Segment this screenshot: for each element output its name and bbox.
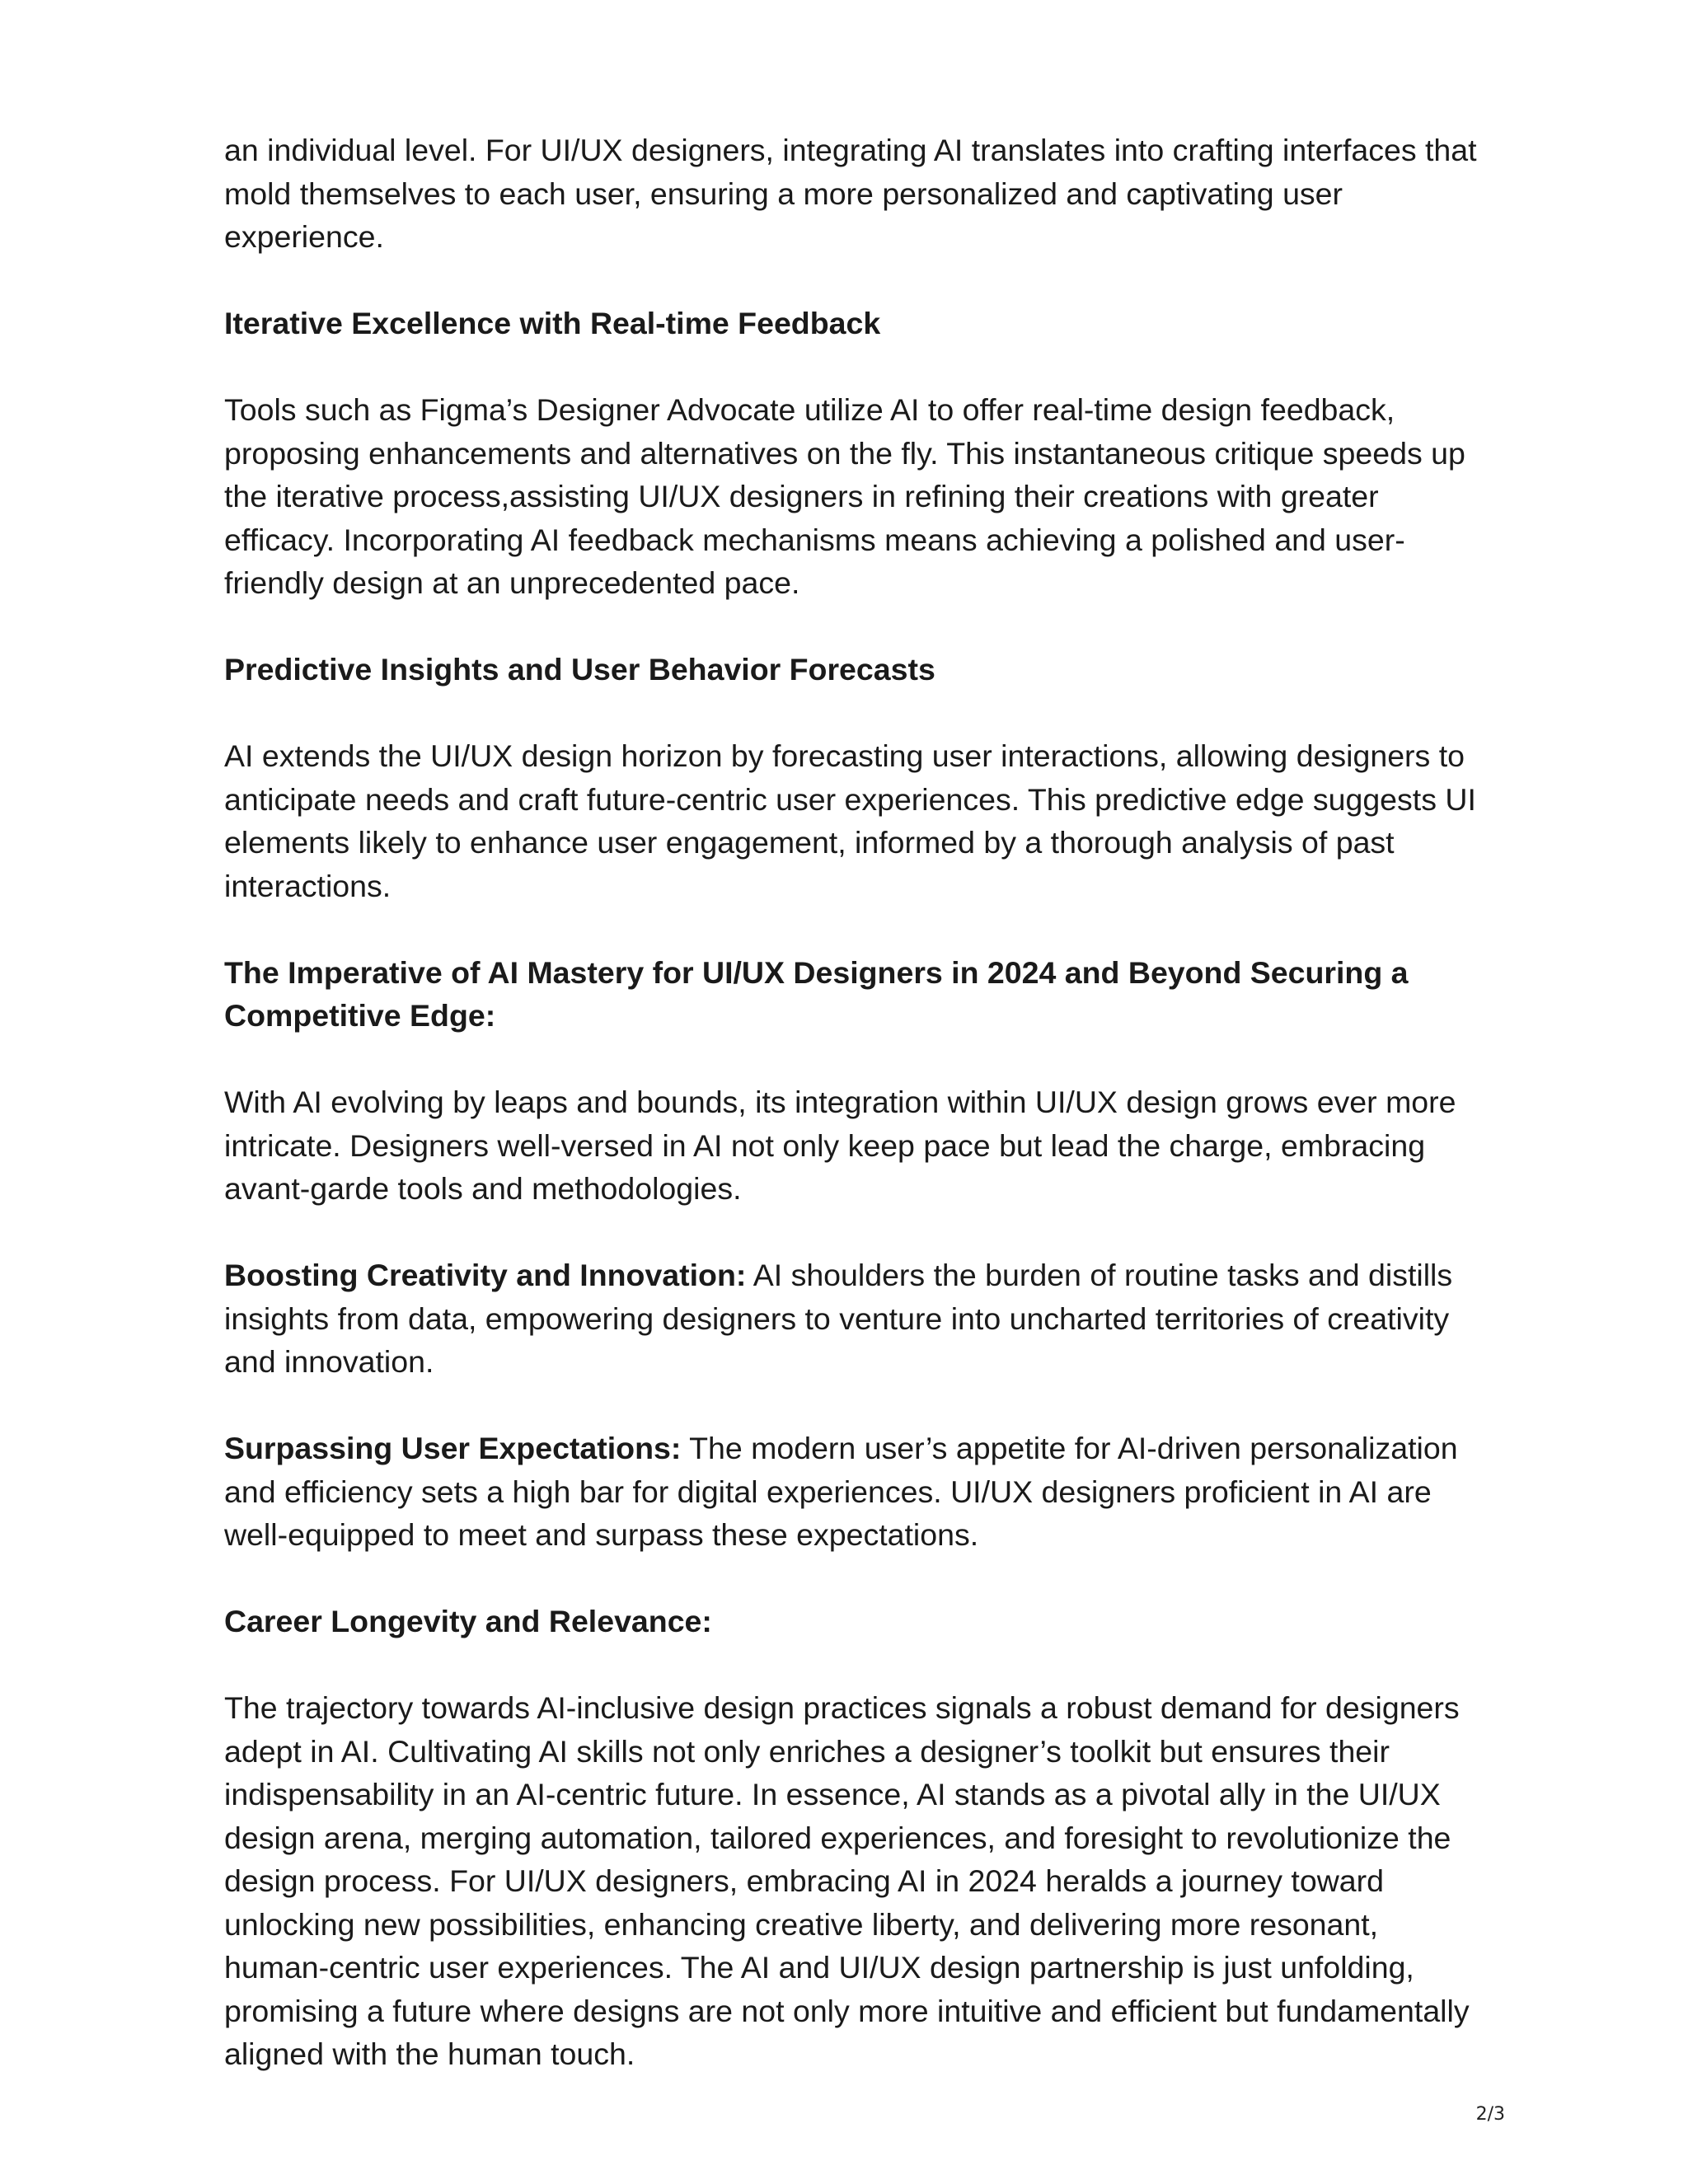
heading-ai-mastery: The Imperative of AI Mastery for UI/UX Designers in 2024 and Beyond Securing a Competitive Edge: [224, 954, 1409, 1033]
paragraph-iterative-excellence: Tools such as Figma’s Designer Advocate utilize AI to offer real-time design feedback, proposing enhancements and alternatives on the fly. This instantaneous critique speeds up the iterative process,assisting UI/UX designers in refining their creations with greater efficacy. Incorporating AI feedback mechanisms means achieving a polished and user-friendly design at an unprecedented pace. [224, 392, 1465, 600]
paragraph-career-longevity: The trajectory towards AI-inclusive design practices signals a robust demand for designers adept in AI. Cultivating AI skills not only enriches a designer’s toolkit but ensures their indispensability in an AI-centric future. In essence, AI stands as a pivotal ally in the UI/UX design arena, merging automation, tailored experiences, and foresight to revolutionize the design process. For UI/UX designers, embracing AI in 2024 heralds a journey toward unlocking new possibilities, enhancing creative liberty, and delivering more resonant, human-centric user experiences. The AI and UI/UX design partnership is just unfolding, promising a future where designs are not only more intuitive and efficient but fundamentally aligned with the human touch. [224, 1690, 1470, 2071]
document-page [224, 129, 1485, 2119]
boosting-creativity-text: AI shoulders the burden of routine tasks and distills insights from data, empowering designers to venture into uncharted territories of creativity and innovation. [224, 1258, 1453, 1379]
surpassing-expectations-text: The modern user’s appetite for AI-driven personalization and efficiency sets a high bar for digital experiences. UI/UX designers proficient in AI are well-equipped to meet and surpass these expectations. [224, 1431, 1458, 1552]
paragraph-ai-mastery: With AI evolving by leaps and bounds, its integration within UI/UX design grows ever more intricate. Designers well-versed in AI not only keep pace but lead the charge, embracing avant-garde tools and methodologies. [224, 1085, 1456, 1206]
paragraph-predictive-insights: AI extends the UI/UX design horizon by forecasting user interactions, allowing designers to anticipate needs and craft future-centric user experiences. This predictive edge suggests UI elements likely to enhance user engagement, informed by a thorough analysis of past interactions. [224, 738, 1476, 903]
paragraph-surpassing-expectations [224, 1427, 1485, 1557]
heading-predictive-insights: Predictive Insights and User Behavior Forecasts [224, 652, 935, 687]
paragraph-boosting-creativity [224, 1254, 1485, 1384]
surpassing-expectations-lead: Surpassing User Expectations: [224, 1431, 682, 1465]
boosting-creativity-lead: Boosting Creativity and Innovation: [224, 1258, 747, 1292]
heading-career-longevity: Career Longevity and Relevance: [224, 1604, 712, 1638]
heading-iterative-excellence: Iterative Excellence with Real-time Feedback [224, 306, 881, 340]
page-number: 2/3 [1475, 2104, 1505, 2125]
intro-paragraph: an individual level. For UI/UX designers, integrating AI translates into crafting interfaces that mold themselves to each user, ensuring a more personalized and captivating user experience. [224, 133, 1477, 254]
